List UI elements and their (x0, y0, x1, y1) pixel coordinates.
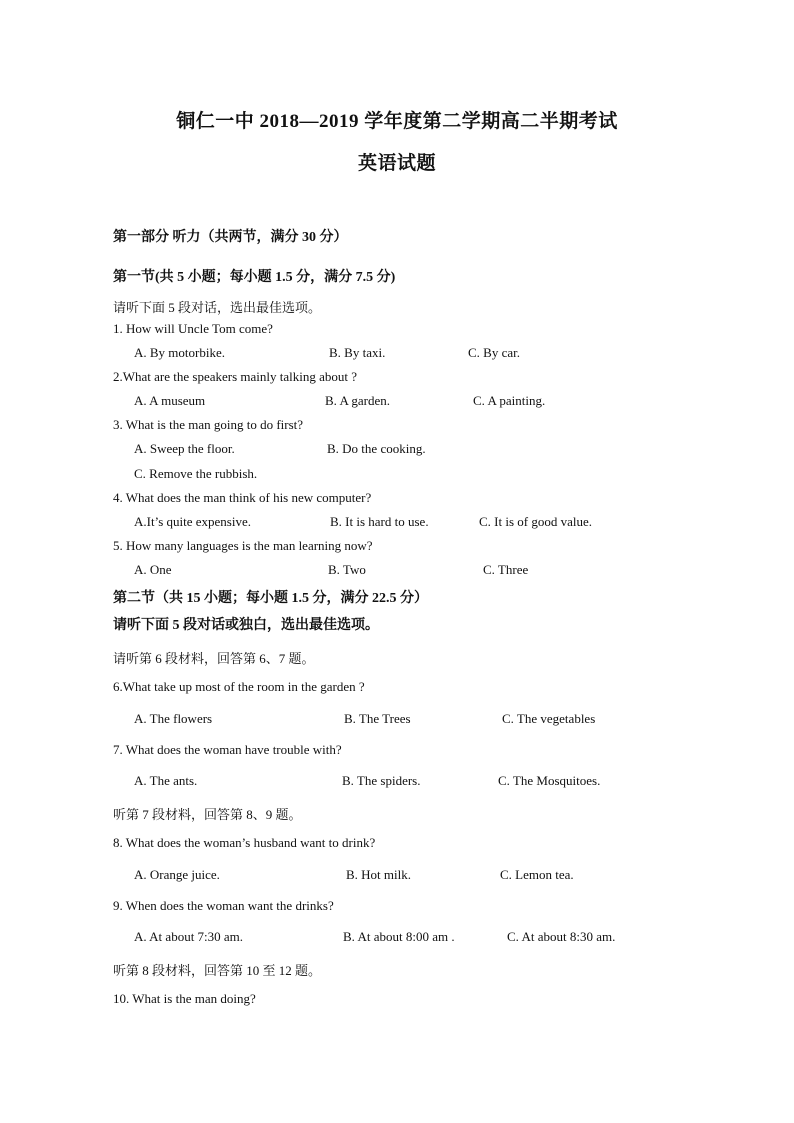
option-c: C. At about 8:30 am. (507, 929, 616, 944)
option-b: B. Do the cooking. (327, 441, 426, 456)
question-1: 1. How will Uncle Tom come? (113, 321, 273, 336)
question-8-options (0, 867, 794, 887)
option-b: B. Hot milk. (346, 867, 412, 882)
question-3: 3. What is the man going to do first? (113, 417, 304, 432)
option-a: A. Sweep the floor. (134, 441, 235, 456)
section1-heading: 第一节(共 5 小题；每小题 1.5 分，满分 7.5 分) (113, 270, 396, 285)
question-3-options (0, 441, 794, 461)
material-6-intro: 请听第 6 段材料，回答第 6、7 题。 (113, 651, 315, 666)
option-c: C. A painting. (473, 393, 546, 408)
option-a: A. One (134, 562, 172, 577)
option-a: A. Orange juice. (134, 867, 220, 882)
question-6: 6.What take up most of the room in the garden ? (113, 679, 365, 694)
question-5: 5. How many languages is the man learning now? (113, 538, 373, 553)
option-c: C. By car. (468, 345, 520, 360)
option-b: B. A garden. (325, 393, 390, 408)
option-c: C. Three (483, 562, 529, 577)
question-7: 7. What does the woman have trouble with? (113, 742, 342, 757)
option-a: A. By motorbike. (134, 345, 225, 360)
option-c: C. The Mosquitoes. (498, 773, 601, 788)
option-b: B. The spiders. (342, 773, 421, 788)
option-a: A. The ants. (134, 773, 198, 788)
option-c: C. Remove the rubbish. (134, 466, 258, 481)
option-c: C. It is of good value. (479, 514, 593, 529)
section1-instruction: 请听下面 5 段对话，选出最佳选项。 (113, 300, 322, 315)
section2-instruction: 请听下面 5 段对话或独白，选出最佳选项。 (113, 618, 379, 633)
question-1-options (0, 345, 794, 365)
question-7-options (0, 773, 794, 793)
question-6-options (0, 711, 794, 731)
option-a: A. At about 7:30 am. (134, 929, 244, 944)
option-c: C. Lemon tea. (500, 867, 574, 882)
option-b: B. At about 8:00 am . (343, 929, 455, 944)
question-5-options (0, 562, 794, 582)
option-b: B. By taxi. (329, 345, 386, 360)
option-a: A. A museum (134, 393, 206, 408)
exam-title: 铜仁一中 2018—2019 学年度第二学期高二半期考试 (176, 111, 618, 132)
material-8-intro: 听第 8 段材料，回答第 10 至 12 题。 (113, 963, 322, 978)
question-2: 2.What are the speakers mainly talking about ? (113, 369, 358, 384)
exam-subtitle: 英语试题 (357, 153, 436, 174)
section2-heading: 第二节（共 15 小题；每小题 1.5 分，满分 22.5 分） (113, 591, 428, 606)
part1-heading: 第一部分 听力（共两节，满分 30 分） (113, 230, 348, 245)
question-3-options-cont (0, 466, 794, 486)
question-8: 8. What does the woman’s husband want to drink? (113, 835, 376, 850)
option-b: B. Two (328, 562, 366, 577)
option-a: A. The flowers (134, 711, 213, 726)
option-a: A.It’s quite expensive. (134, 514, 251, 529)
question-4: 4. What does the man think of his new computer? (113, 490, 372, 505)
question-2-options (0, 393, 794, 413)
question-9: 9. When does the woman want the drinks? (113, 898, 334, 913)
option-b: B. It is hard to use. (330, 514, 429, 529)
question-10: 10. What is the man doing? (113, 991, 256, 1006)
option-c: C. The vegetables (502, 711, 596, 726)
question-4-options (0, 514, 794, 534)
material-7-intro: 听第 7 段材料，回答第 8、9 题。 (113, 807, 302, 822)
question-9-options (0, 929, 794, 949)
option-b: B. The Trees (344, 711, 411, 726)
